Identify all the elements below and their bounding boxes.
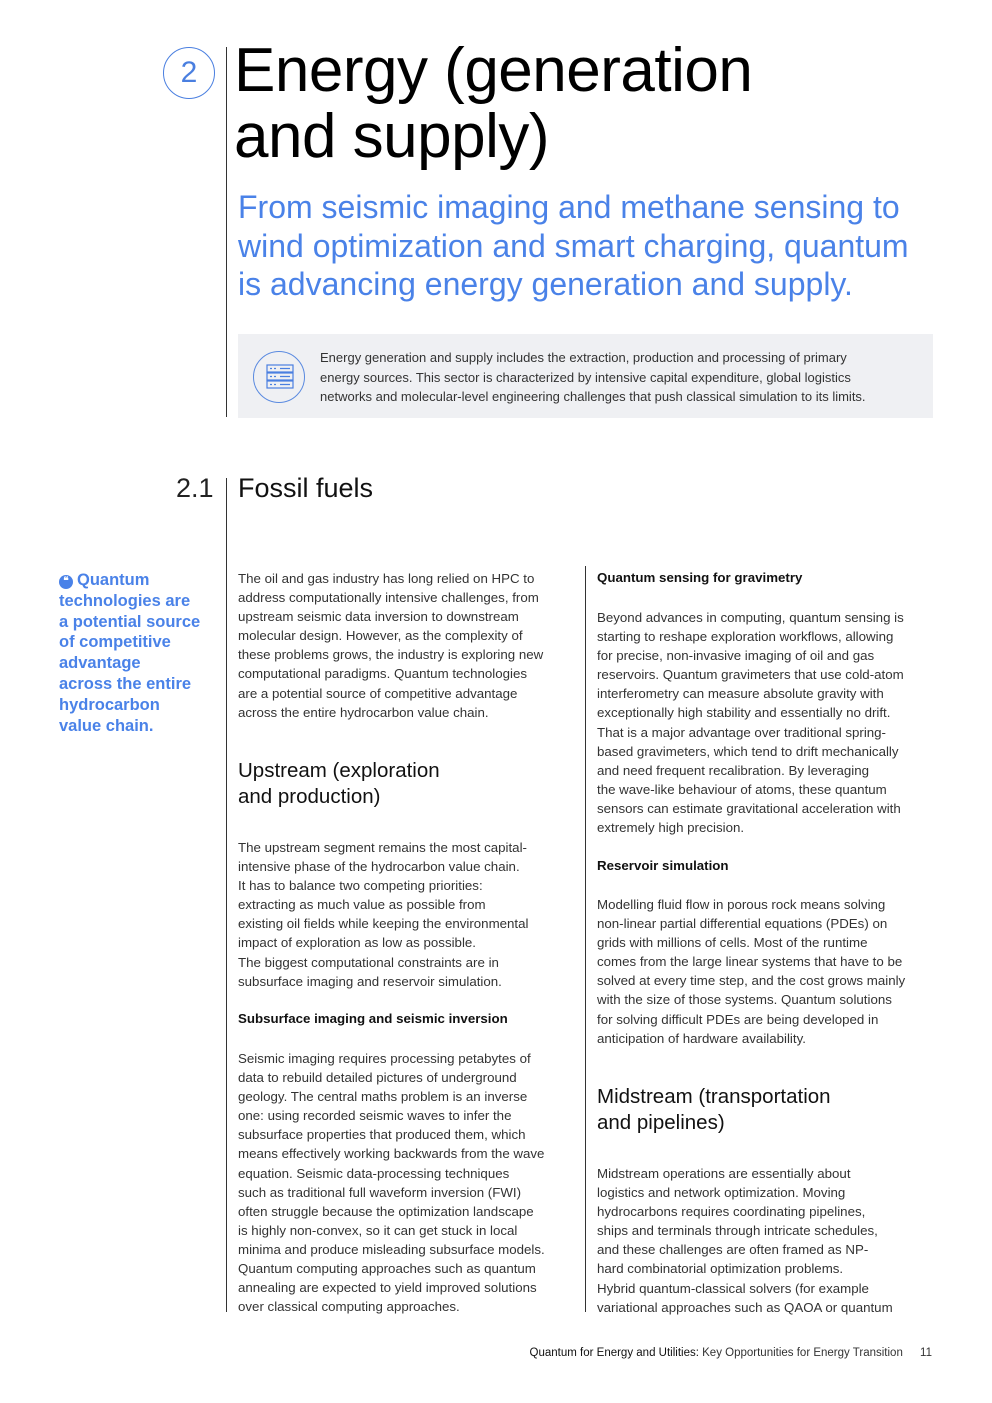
divider bbox=[226, 47, 227, 417]
text-line: reservoirs. Quantum gravimeters that use cold-atom bbox=[597, 667, 904, 683]
pull-quote-line: Quantum bbox=[77, 571, 150, 589]
midstream-paragraph bbox=[597, 1164, 893, 1317]
info-text bbox=[320, 348, 866, 407]
intro-paragraph bbox=[238, 569, 543, 722]
text-line: Energy generation and supply includes the extraction, production and processing of primary bbox=[320, 350, 847, 365]
text-line: It has to balance two competing priorities: bbox=[238, 878, 483, 894]
reservoir-paragraph bbox=[597, 895, 905, 1048]
text-line: the wave-like behaviour of atoms, these quantum bbox=[597, 781, 887, 797]
chapter-number-badge: 2 bbox=[163, 47, 215, 99]
pull-quote-line: value chain. bbox=[59, 716, 154, 735]
text-line: means effectively working backwards from the wave bbox=[238, 1146, 545, 1162]
text-line: molecular design. However, as the complexity of bbox=[238, 628, 523, 644]
footer-subtitle: Key Opportunities for Energy Transition bbox=[702, 1347, 903, 1359]
text-line: are a potential source of competitive advantage bbox=[238, 685, 518, 701]
text-line: Upstream (exploration bbox=[238, 759, 440, 782]
text-line: hard combinatorial optimization problems. bbox=[597, 1261, 844, 1277]
footer-report-title: Quantum for Energy and Utilities: bbox=[529, 1347, 699, 1359]
text-line: networks and molecular-level engineering challenges that push classical simulation to its limits. bbox=[320, 389, 866, 404]
text-line: and production) bbox=[238, 785, 381, 808]
divider bbox=[585, 566, 586, 1312]
text-line: intensive phase of the hydrocarbon value chain. bbox=[238, 859, 520, 875]
text-line: subsurface imaging and reservoir simulation. bbox=[238, 973, 502, 989]
pull-quote bbox=[59, 570, 219, 736]
chapter-subtitle bbox=[238, 188, 938, 304]
text-line: geology. The central maths problem is an inverse bbox=[238, 1089, 528, 1105]
text-line: impact of exploration as low as possible. bbox=[238, 935, 476, 951]
text-line: variational approaches such as QAOA or quantum bbox=[597, 1299, 893, 1315]
text-line: Energy (generation bbox=[234, 36, 753, 105]
midstream-heading bbox=[597, 1084, 831, 1136]
text-line: energy sources. This sector is characterized by intensive capital expenditure, global logistics bbox=[320, 369, 851, 385]
seismic-heading: Subsurface imaging and seismic inversion bbox=[238, 1011, 508, 1026]
text-line: for precise, non-invasive imaging of oil and gas bbox=[597, 648, 875, 664]
text-line: extracting as much value as possible from bbox=[238, 897, 486, 913]
text-line: exceptionally high stability and essentially no drift. bbox=[597, 705, 891, 721]
gravimetry-paragraph bbox=[597, 608, 904, 837]
text-line: and need frequent recalibration. By leveraging bbox=[597, 762, 870, 778]
text-line: The upstream segment remains the most capital- bbox=[238, 840, 527, 855]
quote-icon: ❝ bbox=[59, 575, 73, 589]
text-line: starting to reshape exploration workflows, allowing bbox=[597, 629, 894, 645]
text-line: Midstream (transportation bbox=[597, 1085, 831, 1108]
text-line: The oil and gas industry has long relied on HPC to bbox=[238, 571, 535, 586]
text-line: wind optimization and smart charging, quantum bbox=[238, 227, 909, 264]
text-line: is advancing energy generation and supply. bbox=[238, 266, 853, 302]
text-line: often struggle because the optimization landscape bbox=[238, 1203, 534, 1219]
divider bbox=[226, 478, 227, 502]
chapter-title bbox=[234, 38, 752, 170]
text-line: Quantum computing approaches such as quantum bbox=[238, 1261, 536, 1277]
text-line: and these challenges are often framed as NP- bbox=[597, 1242, 869, 1258]
page-footer bbox=[530, 1347, 932, 1359]
reservoir-heading: Reservoir simulation bbox=[597, 858, 729, 873]
text-line: ships and terminals through intricate schedules, bbox=[597, 1223, 878, 1239]
text-line: The biggest computational constraints are in bbox=[238, 954, 499, 970]
text-line: Midstream operations are essentially about bbox=[597, 1166, 851, 1181]
seismic-paragraph bbox=[238, 1049, 545, 1316]
text-line: for solving difficult PDEs are being developed in bbox=[597, 1011, 879, 1027]
pull-quote-line: technologies are bbox=[59, 591, 191, 610]
text-line: Modelling fluid flow in porous rock means solving bbox=[597, 897, 886, 912]
pull-quote-line: a potential source bbox=[59, 612, 201, 631]
text-line: across the entire hydrocarbon value chain. bbox=[238, 704, 489, 720]
text-line: existing oil fields while keeping the environmental bbox=[238, 916, 529, 932]
text-line: and supply) bbox=[234, 102, 550, 171]
pull-quote-line: of competitive bbox=[59, 633, 171, 652]
pull-quote-line: hydrocarbon bbox=[59, 695, 160, 714]
text-line: computational paradigms. Quantum technologies bbox=[238, 666, 528, 682]
info-box bbox=[238, 334, 933, 418]
text-line: with the size of those systems. Quantum solutions bbox=[597, 992, 892, 1008]
text-line: equation. Seismic data-processing techniques bbox=[238, 1165, 510, 1181]
text-line: non-linear partial differential equations (PDEs) on bbox=[597, 916, 888, 932]
text-line: based gravimeters, which tend to drift mechanically bbox=[597, 743, 899, 759]
text-line: extremely high precision. bbox=[597, 820, 745, 836]
text-line: upstream seismic data inversion to downstream bbox=[238, 609, 519, 625]
text-line: and pipelines) bbox=[597, 1111, 725, 1134]
text-line: sensors can estimate gravitational acceleration with bbox=[597, 800, 901, 816]
text-line: anticipation of hardware availability. bbox=[597, 1030, 806, 1046]
text-line: over classical computing approaches. bbox=[238, 1299, 460, 1315]
text-line: these problems grows, the industry is exploring new bbox=[238, 647, 544, 663]
text-line: solved at every time step, and the cost grows mainly bbox=[597, 973, 906, 989]
text-line: data to rebuild detailed pictures of underground bbox=[238, 1070, 517, 1086]
gravimetry-heading: Quantum sensing for gravimetry bbox=[597, 570, 803, 585]
divider bbox=[226, 478, 227, 1312]
upstream-paragraph bbox=[238, 838, 528, 991]
upstream-heading bbox=[238, 758, 440, 810]
text-line: one: using recorded seismic waves to infer the bbox=[238, 1108, 512, 1124]
text-line: Seismic imaging requires processing petabytes of bbox=[238, 1051, 531, 1066]
section-number: 2.1 bbox=[176, 473, 214, 503]
text-line: Hybrid quantum-classical solvers (for example bbox=[597, 1280, 869, 1296]
page-number: 11 bbox=[920, 1347, 932, 1359]
text-line: logistics and network optimization. Moving bbox=[597, 1185, 846, 1201]
text-line: hydrocarbons requires coordinating pipelines, bbox=[597, 1204, 866, 1220]
text-line: Beyond advances in computing, quantum sensing is bbox=[597, 610, 904, 625]
text-line: subsurface properties that produced them, which bbox=[238, 1127, 526, 1143]
text-line: minima and produce misleading subsurface models. bbox=[238, 1241, 545, 1257]
text-line: comes from the large linear systems that have to be bbox=[597, 954, 903, 970]
pull-quote-line: across the entire bbox=[59, 674, 192, 693]
section-title: Fossil fuels bbox=[238, 473, 374, 503]
pull-quote-line: advantage bbox=[59, 654, 141, 673]
text-line: annealing are expected to yield improved solutions bbox=[238, 1280, 537, 1296]
text-line: is highly non-convex, so it can get stuck in local bbox=[238, 1222, 518, 1238]
text-line: grids with millions of cells. Most of the runtime bbox=[597, 935, 868, 951]
text-line: such as traditional full waveform inversion (FWI) bbox=[238, 1184, 522, 1200]
text-line: address computationally intensive challenges, from bbox=[238, 590, 539, 606]
text-line: From seismic imaging and methane sensing to bbox=[238, 189, 900, 225]
text-line: interferometry can measure absolute gravity with bbox=[597, 686, 884, 702]
server-stack-icon bbox=[253, 351, 305, 403]
text-line: That is a major advantage over traditional spring- bbox=[597, 724, 886, 740]
